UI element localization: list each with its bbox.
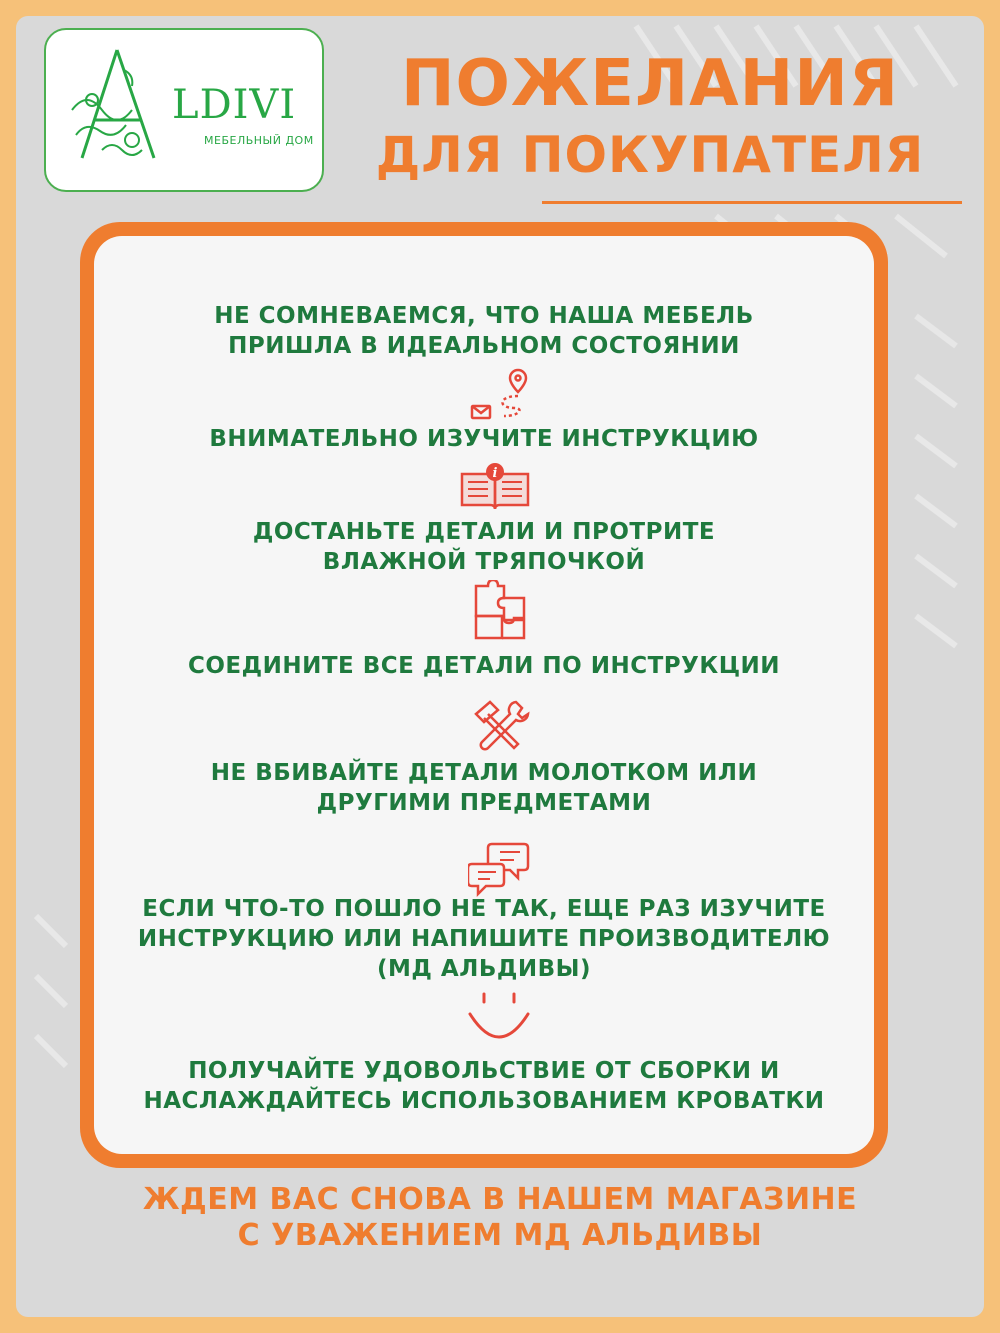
footer-line-2: С УВАЖЕНИЕМ МД АЛЬДИВЫ: [237, 1218, 763, 1253]
hammer-wrench-icon: [468, 696, 530, 752]
step-6-text: ЕСЛИ ЧТО-ТО ПОШЛО НЕ ТАК, ЕЩЕ РАЗ ИЗУЧИТЕ ИНСТРУКЦИЮ ИЛИ НАПИШИТЕ ПРОИЗВОДИТЕЛЮ (МД АЛЬДИВЫ): [137, 896, 831, 982]
smile-icon: [464, 990, 534, 1046]
logo-wordmark: LDIVI: [172, 82, 297, 128]
info-book-icon: [456, 462, 534, 512]
step-3-text: ДОСТАНЬТЕ ДЕТАЛИ И ПРОТРИТЕ ВЛАЖНОЙ ТРЯПОЧКОЙ: [252, 519, 716, 575]
footer-line-1: ЖДЕМ ВАС СНОВА В НАШЕМ МАГАЗИНЕ: [142, 1182, 858, 1217]
title-line-2: ДЛЯ ПОКУПАТЕЛЯ: [375, 126, 925, 184]
logo-ornament-icon: [62, 40, 172, 170]
step-7-text: ПОЛУЧАЙТЕ УДОВОЛЬСТВИЕ ОТ СБОРКИ И НАСЛАЖДАЙТЕСЬ ИСПОЛЬЗОВАНИЕМ КРОВАТКИ: [143, 1058, 825, 1114]
footer-message: [16, 1182, 984, 1254]
puzzle-icon: [468, 580, 530, 644]
logo-card: [44, 28, 324, 192]
step-4-text: СОЕДИНИТЕ ВСЕ ДЕТАЛИ ПО ИНСТРУКЦИИ: [187, 653, 781, 679]
svg-text:i: i: [492, 466, 498, 481]
delivery-route-icon: [466, 366, 536, 422]
title-line-1: ПОЖЕЛАНИЯ: [400, 47, 900, 121]
logo-tagline: МЕБЕЛЬНЫЙ ДОМ: [204, 134, 314, 147]
step-2-text: ВНИМАТЕЛЬНО ИЗУЧИТЕ ИНСТРУКЦИЮ: [209, 426, 759, 452]
step-5-text: НЕ ВБИВАЙТЕ ДЕТАЛИ МОЛОТКОМ ИЛИ ДРУГИМИ ПРЕДМЕТАМИ: [210, 760, 758, 816]
instructions-panel: [80, 222, 888, 1168]
chat-bubbles-icon: [468, 840, 530, 898]
step-1-text: НЕ СОМНЕВАЕМСЯ, ЧТО НАША МЕБЕЛЬ ПРИШЛА В ИДЕАЛЬНОМ СОСТОЯНИИ: [214, 303, 754, 359]
page-title: [345, 47, 955, 184]
title-underline: [542, 201, 962, 204]
